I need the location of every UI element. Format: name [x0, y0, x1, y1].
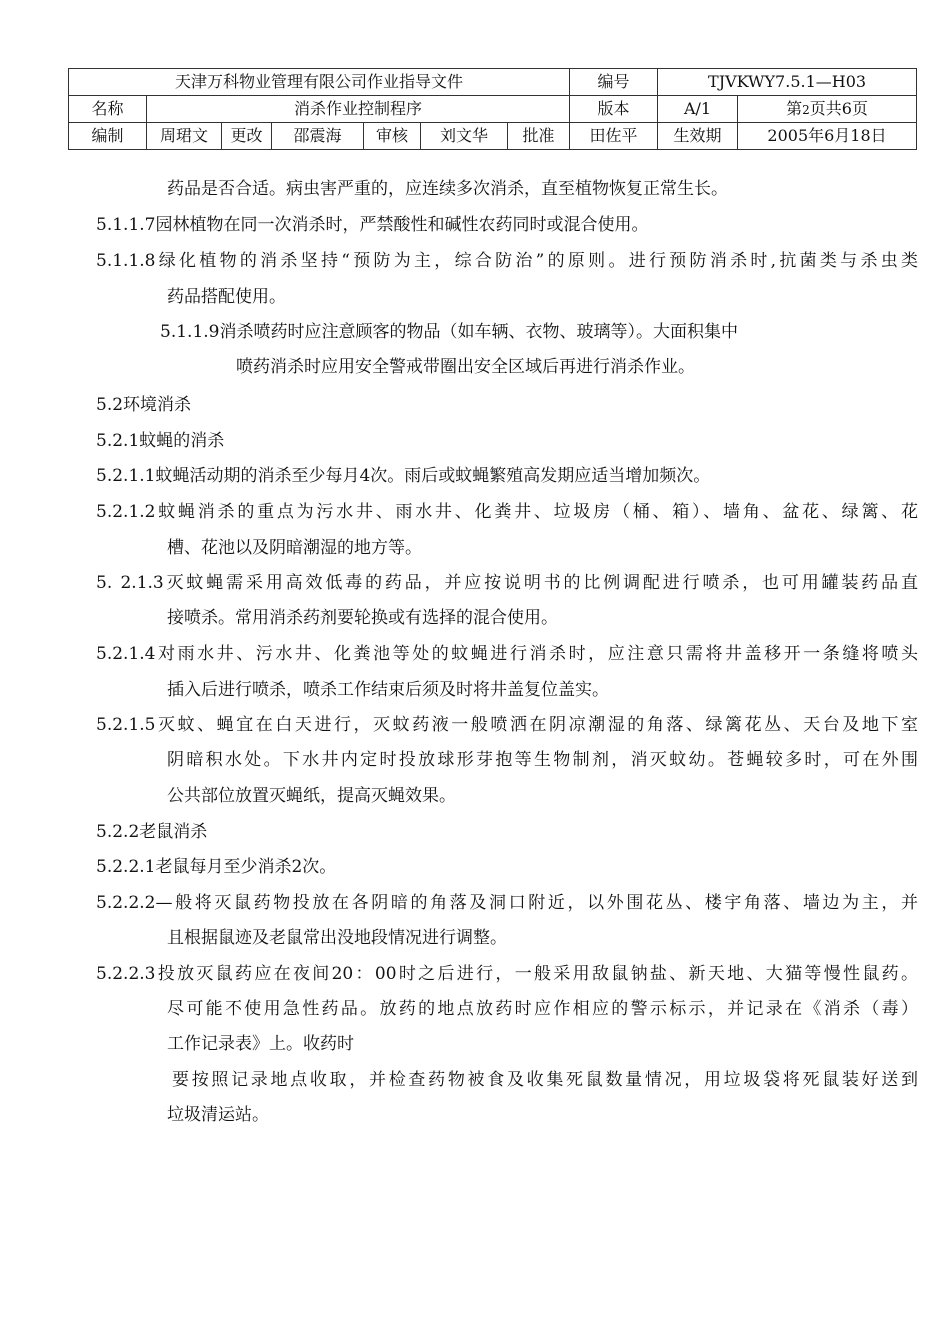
body-line: 5.2.1.2蚊蝇消杀的重点为污水井、雨水井、化粪井、垃圾房（桶、箱）、墙角、盆花、绿篱、花: [96, 502, 918, 522]
name-label: 名称: [69, 96, 147, 123]
body-line: 尽可能不使用急性药品。放药的地点放药时应作相应的警示标示，并记录在《消杀（毒）: [167, 999, 918, 1019]
compiled-value: 周珺文: [147, 123, 222, 150]
body-line: 药品搭配使用。: [167, 287, 286, 307]
number-label: 编号: [570, 69, 658, 96]
body-line: 5.2.2.1老鼠每月至少消杀2次。: [96, 857, 337, 877]
body-line: 要按照记录地点收取，并检查药物被食及收集死鼠数量情况，用垃圾袋将死鼠装好送到: [172, 1070, 918, 1090]
page-current: 2: [802, 102, 810, 117]
section-heading: 5.2环境消杀: [96, 395, 192, 415]
company-doc-title: 天津万科物业管理有限公司作业指导文件: [69, 69, 570, 96]
header-row-2: [69, 96, 917, 123]
section-heading: 5.2.1蚊蝇的消杀: [96, 431, 225, 451]
body-line: 5.2.1.1蚊蝇活动期的消杀至少每月4次。雨后或蚊蝇繁殖高发期应适当增加频次。: [96, 466, 711, 486]
body-line: 公共部位放置灭蝇纸，提高灭蝇效果。: [167, 786, 456, 806]
version-value: A/1: [658, 96, 738, 123]
header-row-3: [69, 123, 917, 150]
effective-label: 生效期: [658, 123, 738, 150]
body-line: 5.2.1.5灭蚊、蝇宜在白天进行，灭蚊药液一般喷洒在阴凉潮湿的角落、绿篱花丛、天台及地下室: [96, 715, 918, 735]
number-value: TJVKWY7.5.1—H03: [658, 69, 917, 96]
reviewed-label: 审核: [364, 123, 421, 150]
page-info: [738, 96, 917, 123]
section-heading: 5.2.2老鼠消杀: [96, 822, 208, 842]
body-line: 5.1.1.8绿化植物的消杀坚持“预防为主，综合防治”的原则。进行预防消杀时,抗菌类与杀虫类: [96, 251, 918, 271]
body-line: 5.1.1.7园林植物在同一次消杀时，严禁酸性和碱性农药同时或混合使用。: [96, 215, 649, 235]
body-line: 槽、花池以及阴暗潮湿的地方等。: [167, 538, 422, 558]
body-line: 喷药消杀时应用安全警戒带圈出安全区域后再进行消杀作业。: [236, 357, 695, 377]
body-line: 阴暗积水处。下水井内定时投放球形芽抱等生物制剂，消灭蚊幼。苍蝇较多时，可在外围: [167, 750, 918, 770]
body-line: 接喷杀。常用消杀药剂要轮换或有选择的混合使用。: [167, 608, 558, 628]
body-line: 5.1.1.9消杀喷药时应注意顾客的物品（如车辆、衣物、玻璃等）。大面积集中: [160, 322, 738, 342]
compiled-label: 编制: [69, 123, 147, 150]
page-prefix: 第: [786, 98, 803, 118]
body-line: 药品是否合适。病虫害严重的，应连续多次消杀，直至植物恢复正常生长。: [167, 179, 728, 199]
body-line: 垃圾清运站。: [167, 1105, 269, 1125]
approved-value: 田佐平: [570, 123, 658, 150]
body-line: 且根据鼠迹及老鼠常出没地段情况进行调整。: [167, 928, 507, 948]
changed-value: 邵震海: [272, 123, 364, 150]
approved-label: 批准: [508, 123, 570, 150]
name-value: 消杀作业控制程序: [147, 96, 570, 123]
body-line: 插入后进行喷杀，喷杀工作结束后须及时将井盖复位盖实。: [167, 680, 609, 700]
body-line: 5.2.1.4对雨水井、污水井、化粪池等处的蚊蝇进行消杀时，应注意只需将井盖移开一条缝将喷头: [96, 644, 918, 664]
body-line: 5.2.2.3投放灭鼠药应在夜间20：00时之后进行，一般采用敌鼠钠盐、新天地、大猫等慢性鼠药。: [96, 964, 918, 984]
body-line: 5.2.2.2—般将灭鼠药物投放在各阴暗的角落及洞口附近，以外围花丛、楼宇角落、墙边为主，并: [96, 893, 918, 913]
changed-label: 更改: [222, 123, 272, 150]
document-header-table: [68, 68, 917, 150]
reviewed-value: 刘文华: [421, 123, 508, 150]
header-row-1: [69, 69, 917, 96]
page-suffix: 页共6页: [809, 98, 868, 118]
body-line: 工作记录表》上。收药时: [167, 1034, 354, 1054]
body-line: 5. 2.1.3灭蚊蝇需采用高效低毒的药品，并应按说明书的比例调配进行喷杀，也可用罐装药品直: [96, 573, 918, 593]
effective-value: 2005年6月18日: [738, 123, 917, 150]
version-label: 版本: [570, 96, 658, 123]
